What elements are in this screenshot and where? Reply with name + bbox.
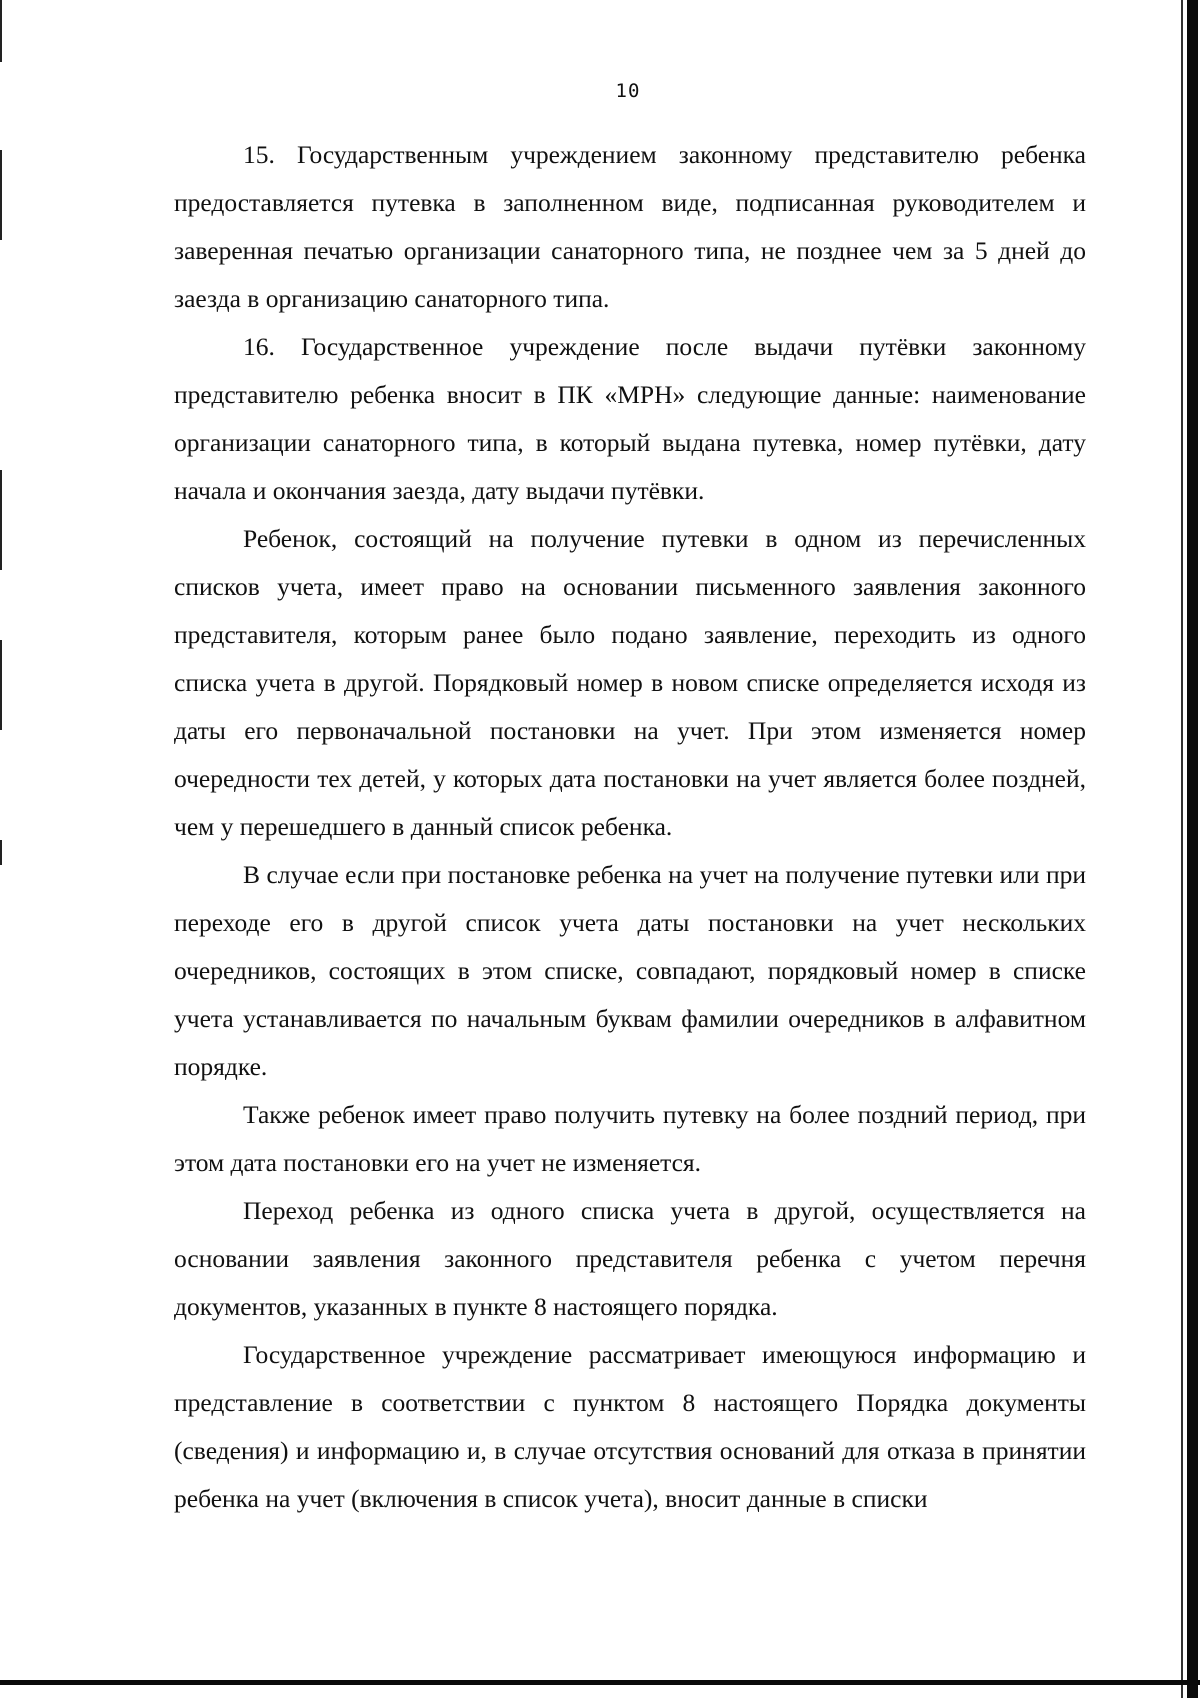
scan-bottom-rule [0, 1680, 1200, 1685]
paragraph-list-transfer: Ребенок, состоящий на получение путевки в одном из перечисленных списков учета, имеет право на основании письменного заявления законного представителя, которым ранее было подано заявление, переходить из одного списка учета в другой. Порядковый номер в новом списке определяется исходя из даты его первоначальной постановки на учет. При этом изменяется номер очередности тех детей, у которых дата постановки на учет является более поздней, чем у перешедшего в данный список ребенка. [174, 524, 1086, 841]
paragraph-16: 16. Государственное учреждение после выдачи путёвки законному представителю ребенка вносит в ПК «МРН» следующие данные: наименование организации санаторного типа, в который выдана путевка, номер путёвки, дату начала и окончания заезда, дату выдачи путёвки. [174, 332, 1086, 505]
paragraph-review: Государственное учреждение рассматривает имеющуюся информацию и представление в соответствии с пунктом 8 настоящего Порядка документы (сведения) и информацию и, в случае отсутствия оснований для отказа в принятии ребенка на учет (включения в список учета), вносит данные в списки [174, 1340, 1086, 1513]
paragraph-same-date: В случае если при постановке ребенка на учет на получение путевки или при переходе его в другой список учета даты постановки на учет нескольких очередников, состоящих в этом списке, совпадают, порядковый номер в списке учета устанавливается по начальным буквам фамилии очередников в алфавитном порядке. [174, 860, 1086, 1081]
document-body [174, 131, 1086, 1523]
scan-edge-left-2 [0, 150, 2, 240]
page-number: 10 [615, 80, 641, 102]
scan-edge-left-4 [0, 640, 2, 730]
scan-edge-right [1187, 0, 1198, 1698]
paragraph-later-period: Также ребенок имеет право получить путевку на более поздний период, при этом дата постановки его на учет не изменяется. [174, 1100, 1086, 1177]
scan-edge-left-3 [0, 470, 2, 570]
paragraph-15: 15. Государственным учреждением законному представителю ребенка предоставляется путевка в заполненном виде, подписанная руководителем и заверенная печатью организации санаторного типа, не позднее чем за 5 дней до заезда в организацию санаторного типа. [174, 140, 1086, 313]
scan-edge-left-1 [0, 0, 2, 62]
paragraph-transfer-basis: Переход ребенка из одного списка учета в другой, осуществляется на основании заявления законного представителя ребенка с учетом перечня документов, указанных в пункте 8 настоящего порядка. [174, 1196, 1086, 1321]
scan-edge-left-5 [0, 840, 2, 865]
scan-edge-right-thin [1181, 0, 1183, 1698]
